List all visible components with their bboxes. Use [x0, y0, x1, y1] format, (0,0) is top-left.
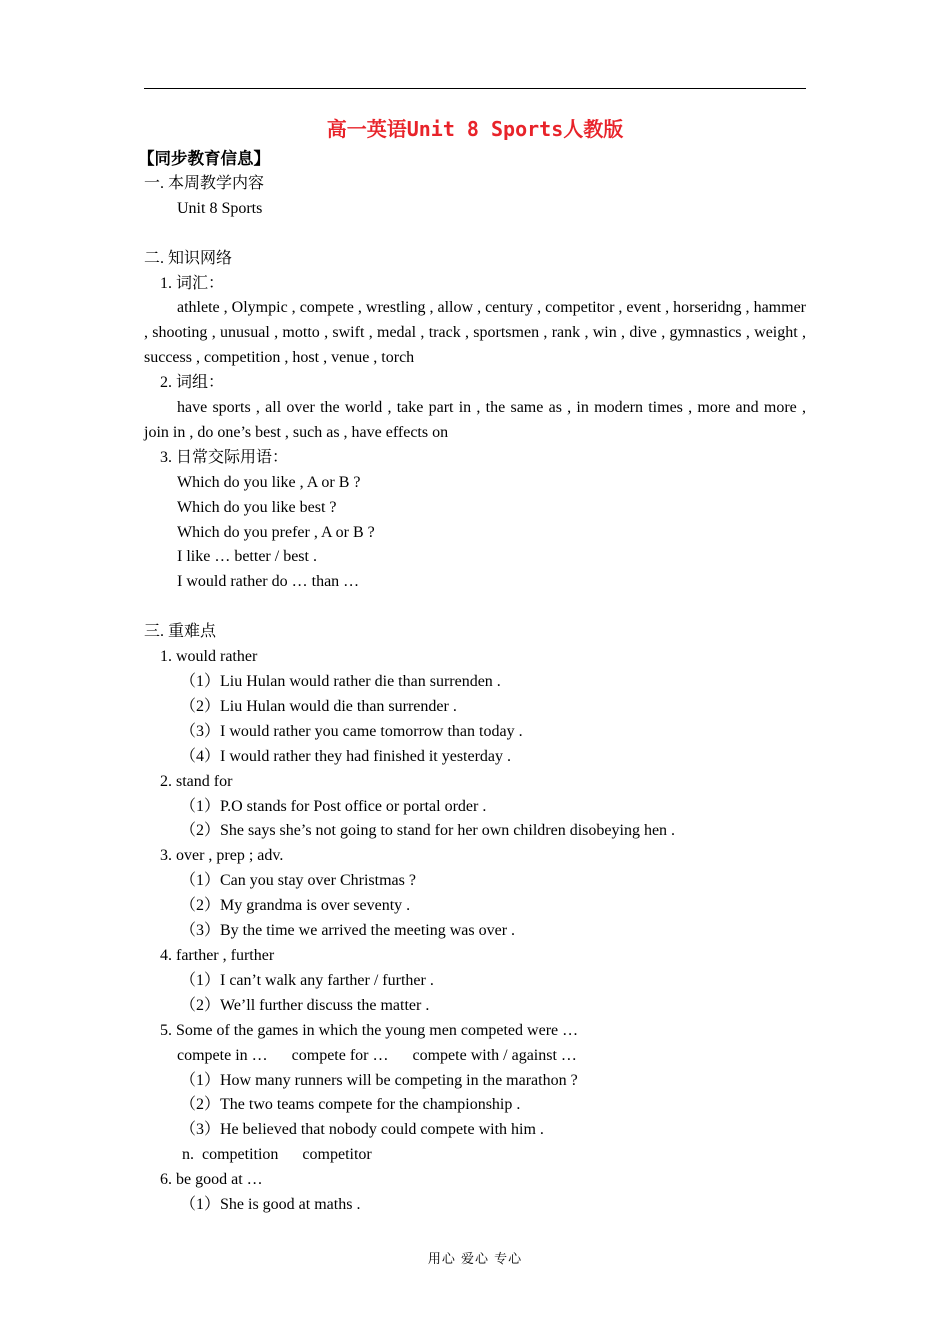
- vocab-label: 1. 词汇：: [160, 274, 225, 292]
- document-body: [138, 115, 806, 1218]
- section2-heading: 二. 知识网络: [144, 249, 233, 267]
- example-sentence: （1）Liu Hulan would rather die than surrenden .: [180, 673, 501, 690]
- point-farther-further: 4. farther , further: [160, 946, 275, 964]
- noun-forms: n. competition competitor: [182, 1146, 372, 1164]
- example-sentence: （1）Can you stay over Christmas ?: [180, 872, 416, 890]
- phrases-list: have sports , all over the world , take part in , the same as , in modern times , more and more , join in , do one’s best , such as , have effects on: [144, 399, 806, 441]
- daily-expression: I would rather do … than …: [177, 573, 360, 591]
- vocab-list: athlete , Olympic , compete , wrestling , allow , century , competitor , event , horseridng , hammer , shooting , unusual , motto , swift , medal , track , sportsmen , rank , win , dive , gymnastics , weight , success , competition , host , venue , torch: [144, 299, 806, 367]
- page-footer: 用心 爱心 专心: [427, 1252, 523, 1267]
- section3-heading: 三. 重难点: [144, 623, 217, 641]
- point-would-rather: 1. would rather: [160, 648, 258, 666]
- compete-forms: [144, 1044, 806, 1069]
- sync-info-label: 【同步教育信息】: [138, 149, 270, 168]
- example-sentence: （2）My grandma is over seventy .: [180, 897, 411, 915]
- daily-expressions-label: 3. 日常交际用语：: [160, 448, 289, 466]
- compete-form: compete for …: [291, 1046, 389, 1064]
- example-sentence: （1）She is good at maths .: [180, 1196, 361, 1214]
- example-sentence: （3）I would rather you came tomorrow than today .: [180, 722, 523, 740]
- compete-form: compete in …: [177, 1046, 268, 1064]
- example-sentence: （2）She says she’s not going to stand for her own children disobeying hen .: [180, 822, 676, 840]
- compete-form: compete with / against …: [412, 1046, 577, 1064]
- example-sentence: （1）How many runners will be competing in the marathon ?: [180, 1071, 578, 1089]
- example-sentence: （3）By the time we arrived the meeting was over .: [180, 922, 516, 940]
- unit-name: Unit 8 Sports: [177, 199, 263, 217]
- daily-expression: I like … better / best .: [177, 548, 317, 566]
- example-sentence: （1）I can’t walk any farther / further .: [180, 971, 434, 989]
- spacer: [144, 595, 806, 620]
- spacer: [144, 222, 806, 247]
- point-compete: 5. Some of the games in which the young men competed were …: [160, 1021, 579, 1039]
- header-rule: [144, 88, 806, 89]
- example-sentence: （3）He believed that nobody could compete with him .: [180, 1121, 544, 1139]
- document-title: 高一英语Unit 8 Sports人教版: [326, 117, 624, 141]
- point-be-good-at: 6. be good at …: [160, 1171, 263, 1189]
- example-sentence: （2）We’ll further discuss the matter .: [180, 996, 430, 1014]
- point-stand-for: 2. stand for: [160, 772, 233, 790]
- example-sentence: （2）Liu Hulan would die than surrender .: [180, 697, 457, 715]
- example-sentence: （1）P.O stands for Post office or portal order .: [180, 797, 487, 815]
- daily-expression: Which do you like , A or B ?: [177, 473, 361, 491]
- phrases-label: 2. 词组：: [160, 374, 225, 392]
- daily-expression: Which do you like best ?: [177, 498, 337, 516]
- daily-expression: Which do you prefer , A or B ?: [177, 523, 375, 541]
- example-sentence: （4）I would rather they had finished it yesterday .: [180, 747, 512, 765]
- section1-heading: 一. 本周教学内容: [144, 174, 265, 192]
- point-over: 3. over , prep ; adv.: [160, 847, 284, 865]
- example-sentence: （2）The two teams compete for the championship .: [180, 1096, 521, 1114]
